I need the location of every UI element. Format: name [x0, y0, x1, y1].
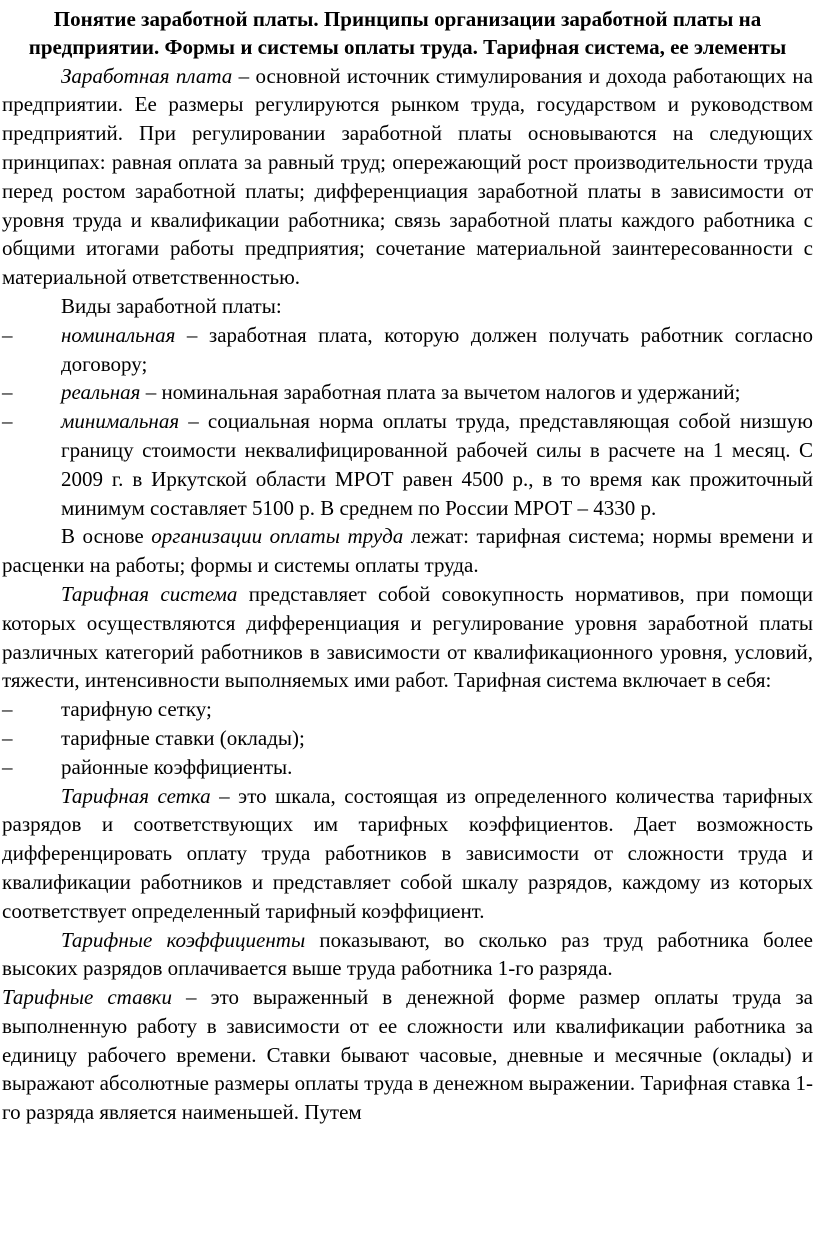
paragraph-pay-organization [2, 522, 813, 580]
list-item-tariff-rates [2, 724, 813, 753]
list-dash: – [2, 380, 13, 405]
document-title: Понятие заработной платы. Принципы организации заработной платы на предприятии. Формы и системы оплаты труда. Тарифная система, ее элементы [28, 7, 787, 59]
list-item-text: тарифные ставки (оклады); [61, 725, 305, 750]
term-nominal: номинальная [61, 322, 176, 347]
paragraph-coef-text: показывают, во сколько раз труд работника более высоких разрядов оплачивается выше труда работника 1-го разряда. [2, 927, 814, 981]
term-tariff-grid: Тарифная сетка [61, 783, 211, 808]
term-tariff-rates: Тарифные ставки [2, 985, 173, 1010]
term-pay-organization: организации оплаты труда [151, 524, 404, 549]
term-real: реальная [61, 380, 141, 405]
list-item-text: – заработная плата, которую должен получать работник согласно договору; [61, 322, 813, 376]
paragraph-tariff-rates [2, 983, 813, 1127]
list-item-text: районные коэффициенты. [61, 754, 293, 779]
list-item-regional-coefficients [2, 753, 813, 782]
list-item-real [2, 378, 813, 407]
paragraph-tariff-system [2, 580, 813, 695]
list-dash: – [2, 322, 13, 347]
list-dash: – [2, 409, 13, 434]
term-tariff-system: Тарифная система [61, 581, 238, 606]
paragraph-grid-text: – это шкала, состоящая из определенного количества тарифных разрядов и соответствующих им тарифных коэффициентов. Дает возможность дифференцировать оплату труда работников в зависимости от сложности труда и квалификации работников и представляет собой шкалу разрядов, каждому из которых соответствует определенный тарифный коэффициент. [2, 783, 813, 923]
list-item-text: – социальная норма оплаты труда, представляющая собой низшую границу стоимости неквалифицированной рабочей силы в расчете на 1 месяц. С 2009 г. в Иркутской области МРОТ равен 4500 р., в то время как прожиточный минимум составляет 5100 р. В среднем по России МРОТ – 4330 р. [61, 409, 813, 520]
list-dash: – [2, 725, 13, 750]
paragraph-org-text: лежат: тарифная система; нормы времени и расценки на работы; формы и системы оплаты труда. [2, 524, 813, 578]
list-item-text: – номинальная заработная плата за вычетом налогов и удержаний; [140, 380, 741, 405]
paragraph-rates-text: – это выраженный в денежной форме размер оплаты труда за выполненную работу в зависимости от ее сложности или квалификации работника за единицу рабочего времени. Ставки бывают часовые, дневные и месячные (оклады) и выражают абсолютные размеры оплаты труда в денежном выражении. Тарифная ставка 1-го разряда является наименьшей. Путем [2, 985, 813, 1125]
list-dash: – [2, 697, 13, 722]
paragraph-wage-text: – основной источник стимулирования и дохода работающих на предприятии. Ее размеры регулируются рынком труда, государством и руководством предприятий. При регулировании заработной платы основываются на следующих принципах: равная оплата за равный труд; опережающий рост производительности труда перед ростом заработной платы; дифференциация заработной платы в зависимости от уровня труда и квалификации работника; связь заработной платы каждого работника с общими итогами работы предприятия; сочетание материальной заинтересованности с материальной ответственностью. [2, 63, 813, 290]
paragraph-wage-definition [2, 62, 813, 292]
list-item-text: тарифную сетку; [61, 697, 212, 722]
paragraph-tariff-coefficients [2, 926, 813, 984]
list-dash: – [2, 754, 13, 779]
paragraph-tariff-text: представляет собой совокупность нормативов, при помощи которых осуществляются дифференциация и регулирование уровня заработной платы различных категорий работников в зависимости от квалификационного уровня, условий, тяжести, интенсивности выполняемых ими работ. Тарифная система включает в себя: [2, 581, 813, 693]
paragraph-tariff-grid [2, 782, 813, 926]
paragraph-wage-types-intro: Виды заработной платы: [61, 293, 282, 318]
paragraph-org-lead: В основе [61, 524, 152, 549]
term-wage: Заработная плата [61, 63, 233, 88]
list-item-tariff-grid [2, 695, 813, 724]
list-item-minimal [2, 407, 813, 522]
list-item-nominal [2, 321, 813, 379]
term-tariff-coefficients: Тарифные коэффициенты [61, 927, 306, 952]
term-minimal: минимальная [61, 409, 180, 434]
